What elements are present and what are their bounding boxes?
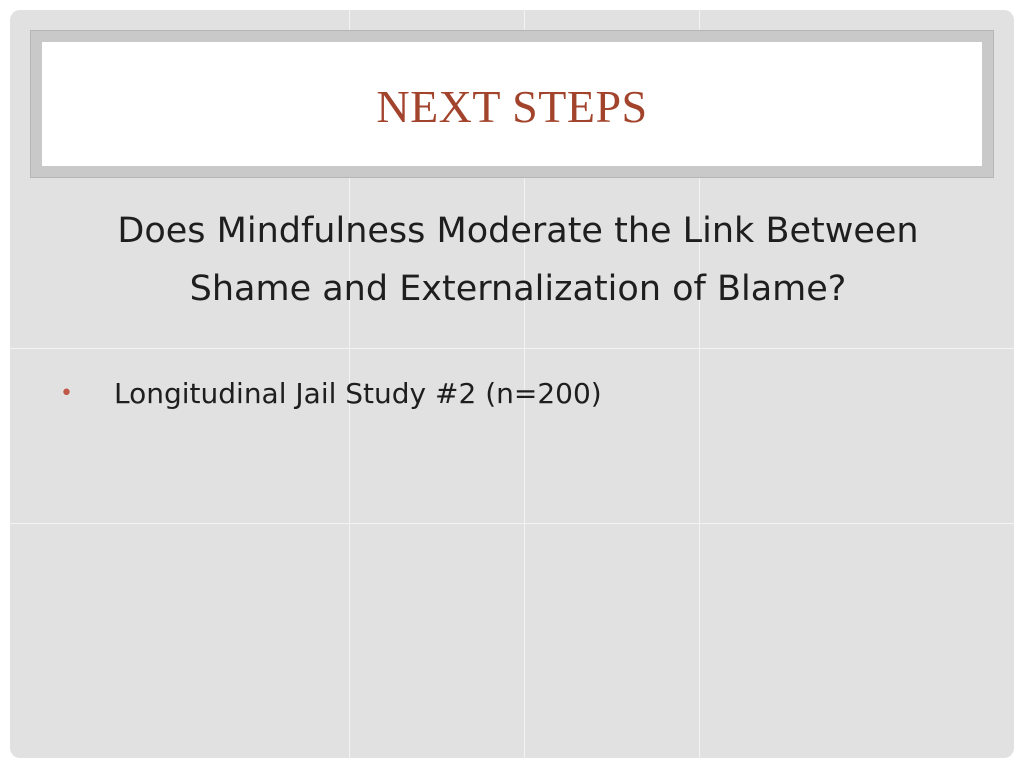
grid-line — [10, 523, 1014, 524]
slide-title: NEXT STEPS — [376, 80, 648, 132]
slide — [10, 10, 1014, 758]
bullet-icon: • — [60, 381, 73, 406]
slide-subtitle: Does Mindfulness Moderate the Link Between Shame and Externalization of Blame? — [117, 211, 919, 309]
grid-line — [10, 348, 1014, 349]
bullet-item — [60, 372, 960, 416]
title-box — [42, 42, 982, 166]
bullet-text: Longitudinal Jail Study #2 (n=200) — [114, 377, 602, 410]
